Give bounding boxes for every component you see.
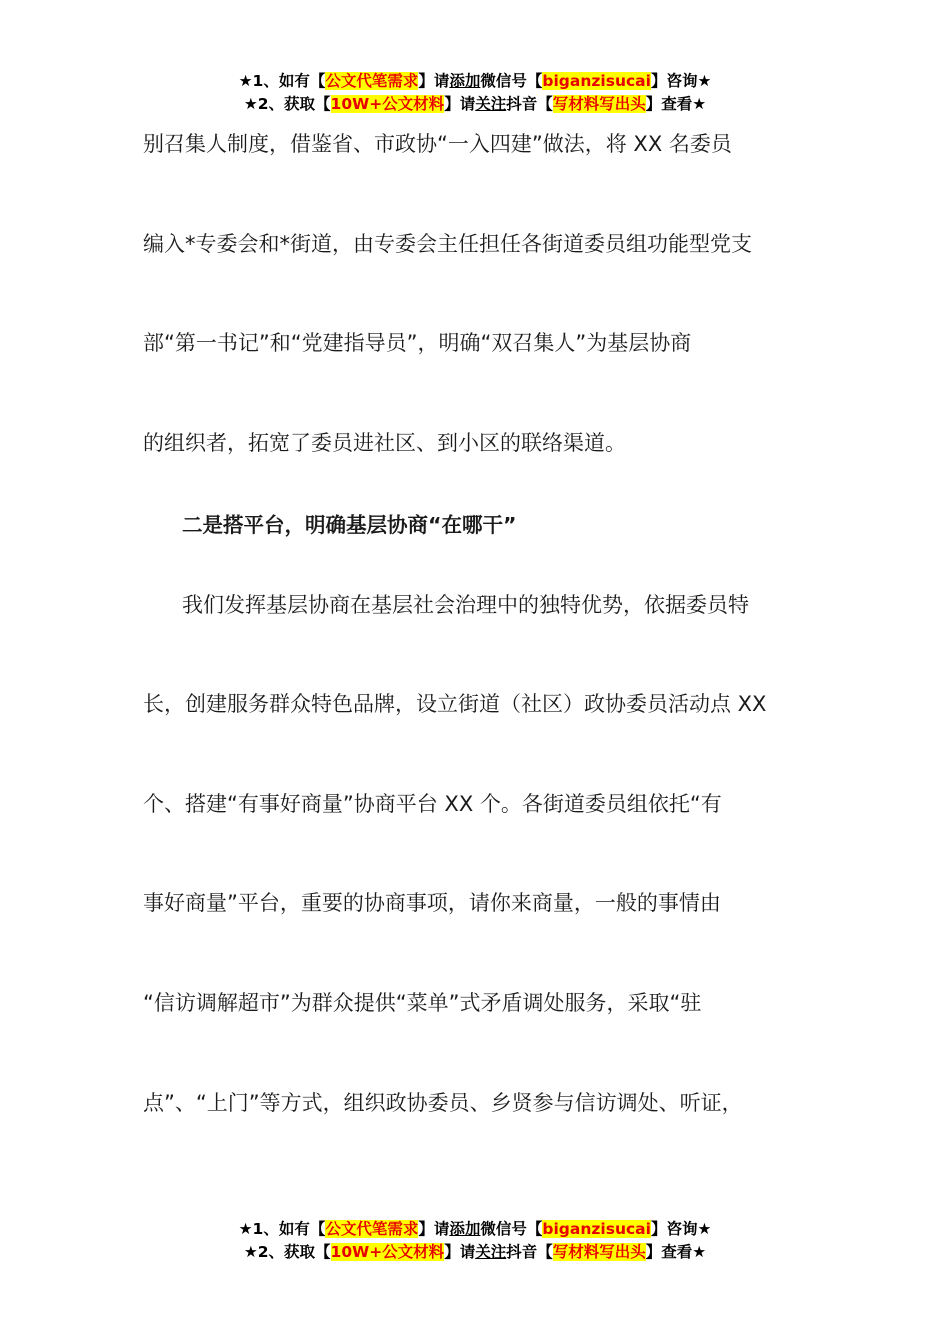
banner-text: 】请 (418, 72, 450, 90)
banner-line-1 (0, 70, 950, 93)
banner-highlight: biganzisucai (542, 72, 651, 90)
footer-banner (0, 1218, 950, 1264)
paragraph-line: 我们发挥基层协商在基层社会治理中的独特优势，依据委员特 (182, 593, 749, 617)
banner-highlight: 公文代笔需求 (325, 72, 419, 90)
banner-text: 】查看★ (645, 95, 707, 113)
banner-text: 】咨询★ (650, 1220, 712, 1238)
paragraph-line: 事好商量”平台，重要的协商事项，请你来商量，一般的事情由 (143, 891, 721, 915)
banner-text: 】查看★ (645, 1243, 707, 1261)
banner-line-2 (0, 1241, 950, 1264)
banner-underlined-text: 关注 (475, 1243, 507, 1261)
banner-text: ★2、获取【 (243, 1243, 331, 1261)
banner-highlight: 写材料写出头 (552, 95, 646, 113)
banner-text: 】请 (444, 1243, 476, 1261)
banner-underlined-text: 添加 (449, 1220, 481, 1238)
banner-text: 】请 (444, 95, 476, 113)
paragraph-line: 的组织者，拓宽了委员进社区、到小区的联络渠道。 (143, 431, 626, 455)
header-banner (0, 70, 950, 116)
paragraph-line: 长，创建服务群众特色品牌，设立街道（社区）政协委员活动点 XX (143, 692, 767, 716)
banner-line-2 (0, 93, 950, 116)
banner-text: ★2、获取【 (243, 95, 331, 113)
banner-text: 微信号【 (480, 1220, 543, 1238)
banner-text: ★1、如有【 (238, 1220, 326, 1238)
paragraph-line: 部“第一书记”和“党建指导员”，明确“双召集人”为基层协商 (143, 331, 692, 355)
banner-highlight: biganzisucai (542, 1220, 651, 1238)
paragraph-line: 编入*专委会和*街道，由专委会主任担任各街道委员组功能型党支 (143, 232, 752, 256)
banner-highlight: 10W+公文材料 (330, 95, 445, 113)
section-heading: 二是搭平台，明确基层协商“在哪干” (182, 513, 517, 537)
banner-underlined-text: 关注 (475, 95, 507, 113)
banner-line-1 (0, 1218, 950, 1241)
paragraph-line: 个、搭建“有事好商量”协商平台 XX 个。各街道委员组依托“有 (143, 792, 722, 816)
paragraph-line: 别召集人制度，借鉴省、市政协“一入四建”做法，将 XX 名委员 (143, 132, 732, 156)
banner-text: 抖音【 (506, 1243, 553, 1261)
banner-underlined-text: 添加 (449, 72, 481, 90)
banner-text: 抖音【 (506, 95, 553, 113)
banner-text: ★1、如有【 (238, 72, 326, 90)
paragraph-line: 点”、“上门”等方式，组织政协委员、乡贤参与信访调处、听证， (143, 1091, 743, 1115)
banner-text: 】咨询★ (650, 72, 712, 90)
banner-highlight: 公文代笔需求 (325, 1220, 419, 1238)
paragraph-line: “信访调解超市”为群众提供“菜单”式矛盾调处服务，采取“驻 (143, 991, 702, 1015)
banner-text: 微信号【 (480, 72, 543, 90)
banner-highlight: 10W+公文材料 (330, 1243, 445, 1261)
banner-highlight: 写材料写出头 (552, 1243, 646, 1261)
banner-text: 】请 (418, 1220, 450, 1238)
